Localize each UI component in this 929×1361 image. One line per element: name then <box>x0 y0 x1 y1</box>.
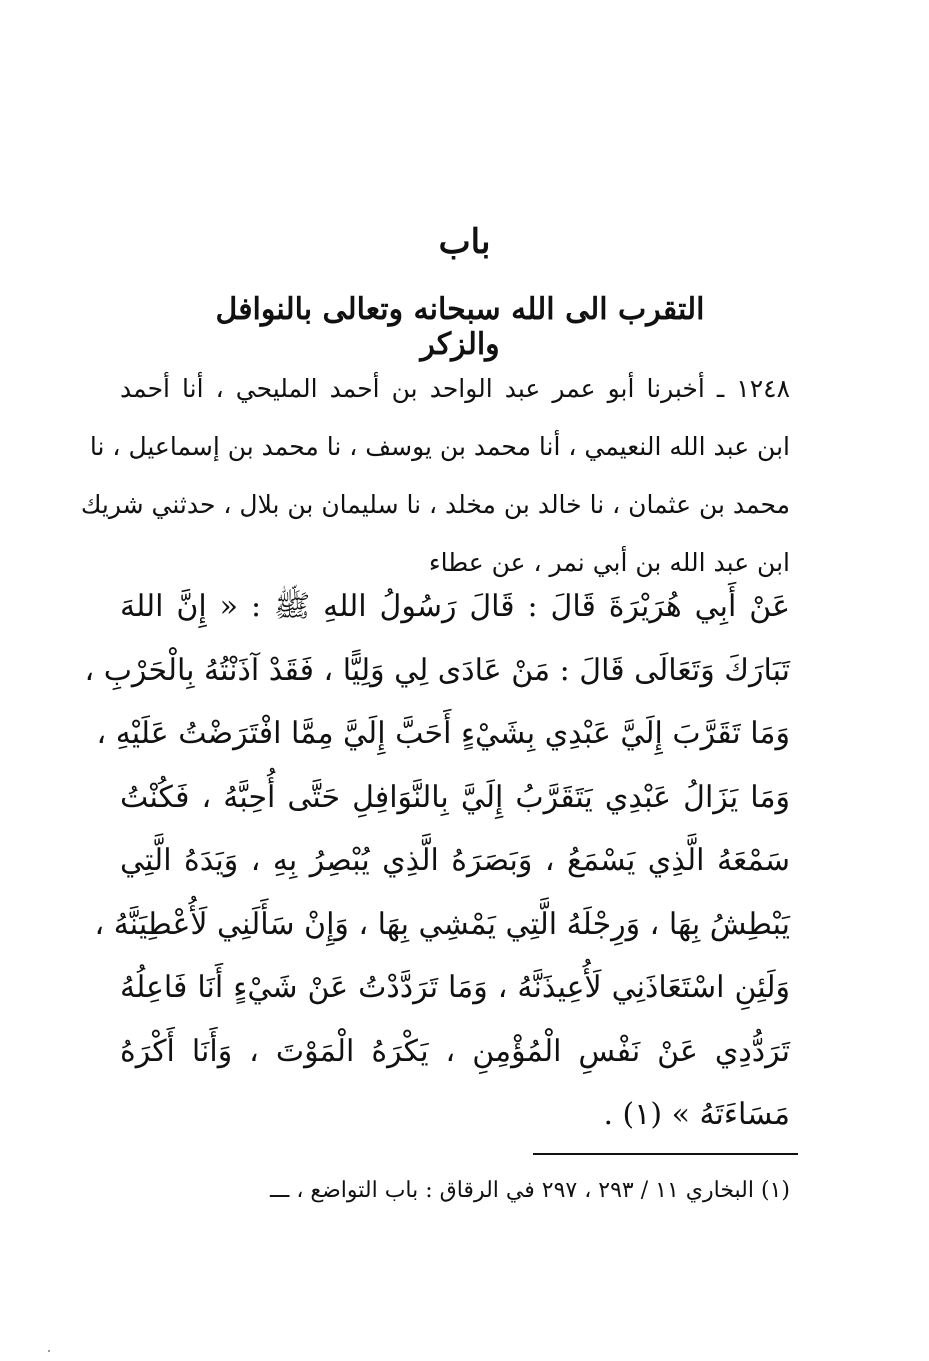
isnad-block <box>80 360 790 592</box>
isnad-line: ١٢٤٨ ـ أخبرنا أبو عمر عبد الواحد بن أحمد المليحي ، أنا أحمد <box>120 374 790 403</box>
hadith-line: وَمَا تَقَرَّبَ إِلَيَّ عَبْدِي بِشَيْءٍ أَحَبَّ إِلَيَّ مِمَّا افْتَرَضْتُ عَلَيْهِ ، <box>96 716 790 751</box>
isnad-line: ابن عبد الله النعيمي ، أنا محمد بن يوسف ، نا محمد بن إسماعيل ، نا <box>89 432 790 461</box>
chapter-title: التقرب الى الله سبحانه وتعالى بالنوافل والزكر <box>215 292 705 362</box>
hadith-line: تَرَدُّدِي عَنْ نَفْسِ الْمُؤْمِنِ ، يَكْرَهُ الْمَوْتَ ، وَأَنَا أَكْرَهُ <box>120 1033 790 1069</box>
isnad-line: ابن عبد الله بن أبي نمر ، عن عطاء <box>428 548 790 577</box>
hadith-line: وَمَا يَزَالُ عَبْدِي يَتَقَرَّبُ إِلَيَّ بِالنَّوَافِلِ حَتَّى أُحِبَّهُ ، فَكُنْتُ <box>120 779 790 815</box>
page-speck <box>48 1350 50 1352</box>
footnote-divider <box>533 1153 798 1155</box>
footnote: (١) البخاري ١١ / ٢٩٣ ، ٢٩٧ في الرقاق : باب التواضع ، ـــ <box>269 1178 790 1203</box>
hadith-line: يَبْطِشُ بِهَا ، وَرِجْلَهُ الَّتِي يَمْشِي بِهَا ، وَإِنْ سَأَلَنِي لَأُعْطِيَنَّهُ ، <box>94 906 790 942</box>
hadith-line: وَلَئِنِ اسْتَعَاذَنِي لَأُعِيذَنَّهُ ، وَمَا تَرَدَّدْتُ عَنْ شَيْءٍ أَنَا فَاعِلُهُ <box>120 970 790 1005</box>
hadith-line: مَسَاءَتَهُ » (١) . <box>603 1097 790 1132</box>
hadith-text <box>84 575 790 1147</box>
hadith-line: عَنْ أَبِي هُرَيْرَةَ قَالَ : قَالَ رَسُولُ اللهِ ﷺ : « إِنَّ اللهَ <box>120 589 790 624</box>
hadith-line: سَمْعَهُ الَّذِي يَسْمَعُ ، وَبَصَرَهُ الَّذِي يُبْصِرُ بِهِ ، وَيَدَهُ الَّتِي <box>120 843 790 878</box>
hadith-line: تَبَارَكَ وَتَعَالَى قَالَ : مَنْ عَادَى لِي وَلِيًّا ، فَقَدْ آذَنْتُهُ بِالْحَرْبِ ، <box>84 652 790 688</box>
chapter-heading: باب <box>438 222 491 262</box>
isnad-line: محمد بن عثمان ، نا خالد بن مخلد ، نا سليمان بن بلال ، حدثني شريك <box>80 490 790 519</box>
